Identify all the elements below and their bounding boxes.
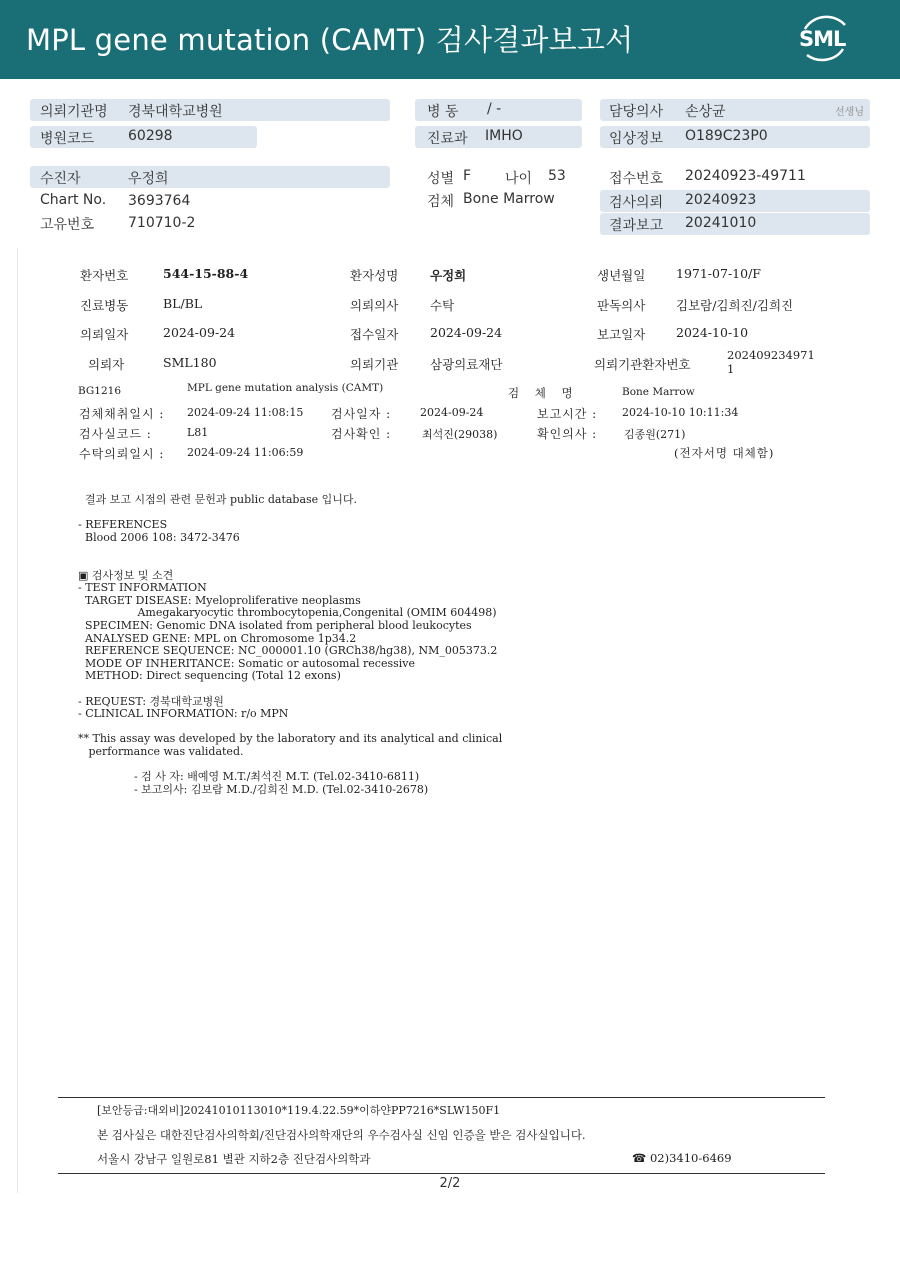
institution-label: 의뢰기관 <box>350 357 399 372</box>
report-body-line: - TEST INFORMATION <box>78 581 207 595</box>
patient-field <box>30 166 390 188</box>
confirm-doctor-value: 김종원(271) <box>624 428 686 441</box>
report-time-label: 보고시간 : <box>537 407 598 421</box>
unique-no-value: 710710-2 <box>128 215 196 231</box>
specimen-name-value: Bone Marrow <box>622 386 695 398</box>
reader-label: 판독의사 <box>597 298 646 313</box>
dob-label: 생년월일 <box>597 268 646 283</box>
patient-value: 우정희 <box>128 171 169 187</box>
result-report-field <box>600 213 870 235</box>
test-request-field <box>600 190 870 212</box>
report-time-value: 2024-10-10 10:11:34 <box>622 406 739 419</box>
receipt-date-value: 2024-09-24 <box>430 325 503 340</box>
report-body-line: - REFERENCES <box>78 518 168 532</box>
report-body-line: Blood 2006 108: 3472-3476 <box>78 530 240 544</box>
test-confirm-value: 최석진(29038) <box>422 428 498 441</box>
test-confirm-label: 검사확인 : <box>331 427 392 441</box>
report-header <box>0 0 900 79</box>
report-body <box>78 494 502 796</box>
address-text: 서울시 강남구 일원로81 별관 지하2층 진단검사의학과 <box>97 1152 371 1166</box>
result-report-label: 결과보고 <box>609 218 664 234</box>
report-body-line: - 보고의사: 김보람 M.D./김희진 M.D. (Tel.02-3410-2678) <box>78 782 429 796</box>
receipt-no-label: 접수번호 <box>609 171 664 187</box>
receipt-no-field <box>600 166 870 188</box>
ward-value: / - <box>487 101 502 117</box>
test-request-value: 20240923 <box>685 192 757 208</box>
report-body-line <box>78 557 502 570</box>
report-body-line: 결과 보고 시점의 관련 문헌과 public database 입니다. <box>78 493 358 506</box>
result-report-value: 20241010 <box>685 215 757 231</box>
request-date-label: 의뢰일자 <box>80 327 129 342</box>
report-body-line: SPECIMEN: Genomic DNA isolated from peripheral blood leukocytes <box>78 618 472 632</box>
hospital-code-field <box>30 126 257 148</box>
report-body-line: Amegakaryocytic thrombocytopenia,Congenital (OMIM 604498) <box>78 606 497 620</box>
sml-logo <box>795 13 855 65</box>
requesting-institution-field <box>30 99 390 121</box>
report-physician-value: 수탁 <box>430 298 455 313</box>
receipt-no-value: 20240923-49711 <box>685 168 806 184</box>
hospital-code-label: 병원코드 <box>40 131 95 147</box>
specimen-value: Bone Marrow <box>463 191 555 207</box>
physician-label: 담당의사 <box>609 104 664 120</box>
test-date-label: 검사일자 : <box>331 407 392 421</box>
dob-value: 1971-07-10/F <box>676 266 761 281</box>
physician-suffix: 선생님 <box>835 107 864 118</box>
footer-top-rule <box>58 1097 825 1098</box>
logo-text: SML <box>799 27 846 51</box>
patient-name-label: 환자성명 <box>350 268 399 283</box>
physician-field <box>600 99 870 121</box>
consign-time-label: 수탁의뢰일시 : <box>79 447 165 461</box>
report-body-line: performance was validated. <box>78 744 244 758</box>
ward-field <box>415 99 582 121</box>
receipt-date-label: 접수일자 <box>350 327 399 342</box>
report-body-line <box>78 683 502 696</box>
department-label: 진료과 <box>427 131 468 147</box>
institution-value: 삼광의료재단 <box>430 357 503 372</box>
report-body-line: METHOD: Direct sequencing (Total 12 exons) <box>78 669 341 683</box>
ward-label: 병 동 <box>427 104 459 120</box>
consign-time-value: 2024-09-24 11:06:59 <box>187 446 304 459</box>
unique-no-field <box>30 212 390 234</box>
page-number: 2/2 <box>439 1176 461 1191</box>
requesting-institution-value: 경북대학교병원 <box>128 104 223 120</box>
report-date-value: 2024-10-10 <box>676 325 749 340</box>
collect-time-label: 검체채취일시 : <box>79 407 165 421</box>
age-value: 53 <box>548 168 566 184</box>
clinical-info-label: 임상정보 <box>609 131 664 147</box>
chart-no-value: 3693764 <box>128 193 191 209</box>
reader-value: 김보람/김희진/김희진 <box>676 298 794 313</box>
test-code: BG1216 <box>78 385 122 397</box>
department-value: IMHO <box>485 128 523 144</box>
patient-no-label: 환자번호 <box>80 268 129 283</box>
report-body-line: REFERENCE SEQUENCE: NC_000001.10 (GRCh38/hg38), NM_005373.2 <box>78 644 498 658</box>
report-title: MPL gene mutation (CAMT) 검사결과보고서 <box>26 23 634 57</box>
test-request-label: 검사의뢰 <box>609 195 664 211</box>
report-body-line: - 검 사 자: 배예영 M.T./최석진 M.T. (Tel.02-3410-6811) <box>78 770 420 784</box>
sex-age-field <box>415 166 595 188</box>
physician-value: 손상균 <box>685 104 726 120</box>
report-ward-value: BL/BL <box>163 296 203 311</box>
security-line: [보안등급:대외비]20241010113010*119.4.22.59*이하얀PP7216*SLW150F1 <box>97 1104 501 1117</box>
inst-patient-no-line2: 1 <box>727 362 735 376</box>
lab-code-value: L81 <box>187 426 209 439</box>
chart-no-label: Chart No. <box>40 192 107 208</box>
certification-text: 본 검사실은 대한진단검사의학회/진단검사의학재단의 우수검사실 신임 인증을 받은 검사실입니다. <box>97 1128 586 1142</box>
report-body-line: TARGET DISEASE: Myeloproliferative neoplasms <box>78 593 361 607</box>
phone-text: ☎ 02)3410-6469 <box>632 1151 732 1165</box>
age-label: 나이 <box>505 171 533 187</box>
inst-patient-no-label: 의뢰기관환자번호 <box>594 357 691 372</box>
report-body-line: ** This assay was developed by the laboratory and its analytical and clinical <box>78 732 503 746</box>
hospital-code-value: 60298 <box>128 128 173 144</box>
specimen-label: 검체 <box>427 194 455 210</box>
clinical-info-value: O189C23P0 <box>685 128 768 144</box>
test-name: MPL gene mutation analysis (CAMT) <box>187 382 384 394</box>
requester-label: 의뢰자 <box>88 357 125 372</box>
sex-value: F <box>463 168 472 184</box>
report-left-border <box>17 248 18 1193</box>
specimen-field <box>415 189 595 211</box>
requesting-institution-label: 의뢰기관명 <box>40 104 108 120</box>
esign-note: (전자서명 대체함) <box>674 446 775 460</box>
department-field <box>415 126 582 148</box>
patient-label: 수진자 <box>40 171 81 187</box>
specimen-name-label: 검 체 명 <box>508 386 579 400</box>
patient-name-value: 우정희 <box>430 268 467 283</box>
unique-no-label: 고유번호 <box>40 217 95 233</box>
confirm-doctor-label: 확인의사 : <box>537 427 598 441</box>
inst-patient-no-line1: 202409234971 <box>727 348 815 362</box>
clinical-info-field <box>600 126 870 148</box>
patient-no-value: 544-15-88-4 <box>163 266 249 281</box>
chart-no-field <box>30 190 390 212</box>
report-body-line <box>78 544 502 557</box>
test-date-value: 2024-09-24 <box>420 406 484 419</box>
lab-code-label: 검사실코드 : <box>79 427 152 441</box>
report-body-line: - REQUEST: 경북대학교병원 <box>78 694 224 708</box>
report-body-line: ▣ 검사정보 및 소견 <box>78 568 174 582</box>
report-body-line: ANALYSED GENE: MPL on Chromosome 1p34.2 <box>78 631 357 645</box>
report-ward-label: 진료병동 <box>80 298 129 313</box>
report-body-line: MODE OF INHERITANCE: Somatic or autosomal recessive <box>78 656 415 670</box>
request-date-value: 2024-09-24 <box>163 325 236 340</box>
report-physician-label: 의뢰의사 <box>350 298 399 313</box>
report-date-label: 보고일자 <box>597 327 646 342</box>
footer-bottom-rule <box>58 1173 825 1174</box>
requester-value: SML180 <box>163 355 217 370</box>
report-body-line: - CLINICAL INFORMATION: r/o MPN <box>78 707 289 721</box>
collect-time-value: 2024-09-24 11:08:15 <box>187 406 304 419</box>
sex-label: 성별 <box>427 171 455 187</box>
